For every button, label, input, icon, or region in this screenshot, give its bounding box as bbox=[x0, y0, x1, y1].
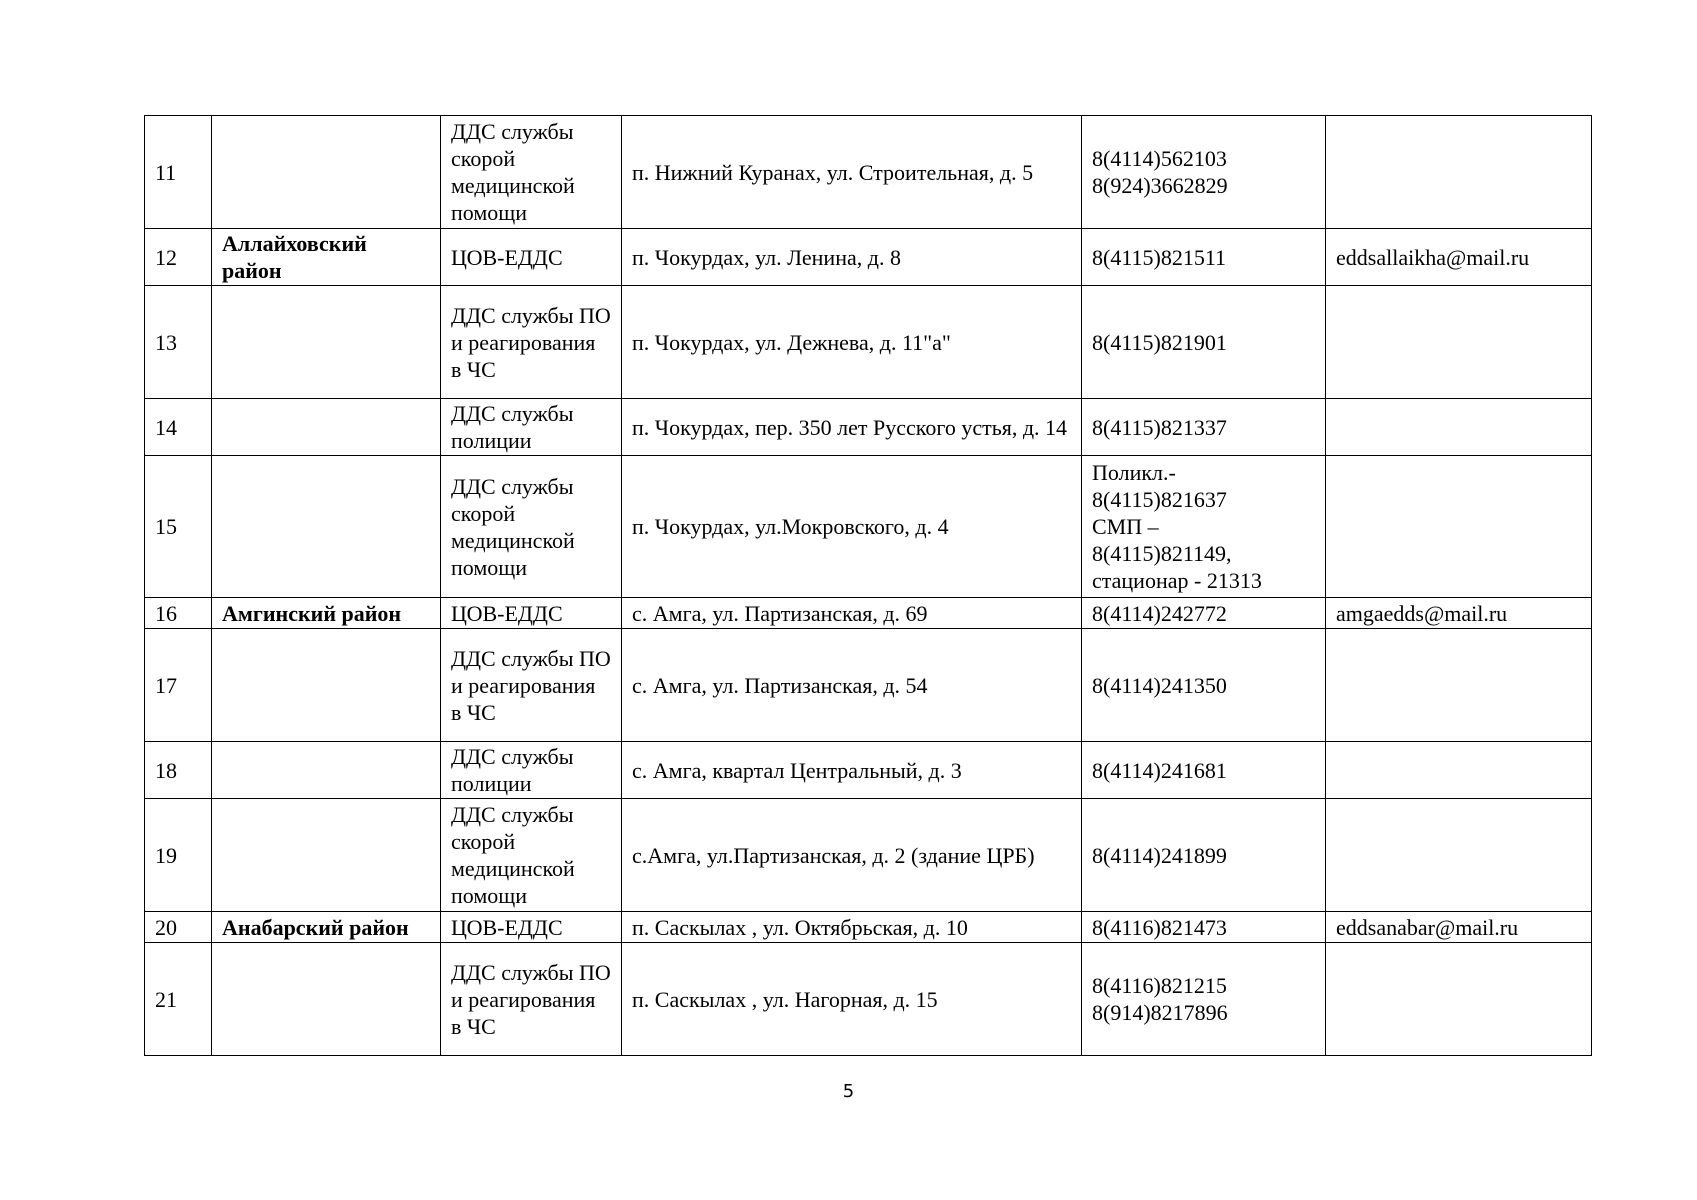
email-cell bbox=[1326, 742, 1592, 799]
email-cell bbox=[1326, 456, 1592, 598]
district-cell bbox=[212, 286, 441, 399]
phone-cell: 8(4115)821511 bbox=[1082, 229, 1326, 286]
dispatch-services-table bbox=[144, 115, 1592, 1056]
row-number-cell: 17 bbox=[145, 629, 212, 742]
service-cell: ДДС службы ПО и реагирования в ЧС bbox=[441, 286, 622, 399]
phone-cell: Поликл.- 8(4115)821637 СМП – 8(4115)821149, стационар - 21313 bbox=[1082, 456, 1326, 598]
phone-cell: 8(4114)241899 bbox=[1082, 799, 1326, 912]
email-cell bbox=[1326, 799, 1592, 912]
table-row bbox=[145, 286, 1592, 399]
phone-cell: 8(4116)821473 bbox=[1082, 912, 1326, 943]
service-cell: ДДС службы скорой медицинской помощи bbox=[441, 456, 622, 598]
district-cell bbox=[212, 799, 441, 912]
row-number-cell: 12 bbox=[145, 229, 212, 286]
address-cell: п. Чокурдах, ул.Мокровского, д. 4 bbox=[622, 456, 1082, 598]
phone-cell: 8(4115)821901 bbox=[1082, 286, 1326, 399]
address-cell: п. Нижний Куранах, ул. Строительная, д. 5 bbox=[622, 116, 1082, 229]
district-cell bbox=[212, 629, 441, 742]
service-cell: ДДС службы ПО и реагирования в ЧС bbox=[441, 943, 622, 1056]
phone-cell: 8(4114)241681 bbox=[1082, 742, 1326, 799]
district-cell: Анабарский район bbox=[212, 912, 441, 943]
row-number-cell: 11 bbox=[145, 116, 212, 229]
row-number-cell: 14 bbox=[145, 399, 212, 456]
table-row bbox=[145, 456, 1592, 598]
address-cell: с. Амга, ул. Партизанская, д. 54 bbox=[622, 629, 1082, 742]
table-row bbox=[145, 629, 1592, 742]
district-cell bbox=[212, 116, 441, 229]
row-number-cell: 18 bbox=[145, 742, 212, 799]
address-cell: п. Саскылах , ул. Октябрьская, д. 10 bbox=[622, 912, 1082, 943]
district-cell bbox=[212, 943, 441, 1056]
table-row bbox=[145, 799, 1592, 912]
district-cell bbox=[212, 742, 441, 799]
email-cell: amgaedds@mail.ru bbox=[1326, 598, 1592, 629]
table-row bbox=[145, 399, 1592, 456]
service-cell: ДДС службы полиции bbox=[441, 742, 622, 799]
address-cell: с. Амга, ул. Партизанская, д. 69 bbox=[622, 598, 1082, 629]
service-cell: ЦОВ-ЕДДС bbox=[441, 598, 622, 629]
phone-cell: 8(4116)821215 8(914)8217896 bbox=[1082, 943, 1326, 1056]
service-cell: ДДС службы полиции bbox=[441, 399, 622, 456]
service-cell: ЦОВ-ЕДДС bbox=[441, 229, 622, 286]
address-cell: п. Саскылах , ул. Нагорная, д. 15 bbox=[622, 943, 1082, 1056]
district-cell: Аллайховский район bbox=[212, 229, 441, 286]
email-cell bbox=[1326, 286, 1592, 399]
email-cell bbox=[1326, 629, 1592, 742]
table-row bbox=[145, 116, 1592, 229]
page-number: 5 bbox=[842, 1081, 855, 1102]
address-cell: п. Чокурдах, ул. Ленина, д. 8 bbox=[622, 229, 1082, 286]
service-cell: ДДС службы скорой медицинской помощи bbox=[441, 799, 622, 912]
table-row bbox=[145, 598, 1592, 629]
phone-cell: 8(4114)562103 8(924)3662829 bbox=[1082, 116, 1326, 229]
district-cell bbox=[212, 399, 441, 456]
phone-cell: 8(4114)242772 bbox=[1082, 598, 1326, 629]
service-cell: ЦОВ-ЕДДС bbox=[441, 912, 622, 943]
phone-cell: 8(4114)241350 bbox=[1082, 629, 1326, 742]
row-number-cell: 13 bbox=[145, 286, 212, 399]
row-number-cell: 20 bbox=[145, 912, 212, 943]
email-cell bbox=[1326, 116, 1592, 229]
row-number-cell: 19 bbox=[145, 799, 212, 912]
service-cell: ДДС службы ПО и реагирования в ЧС bbox=[441, 629, 622, 742]
row-number-cell: 21 bbox=[145, 943, 212, 1056]
phone-cell: 8(4115)821337 bbox=[1082, 399, 1326, 456]
table-row bbox=[145, 742, 1592, 799]
service-cell: ДДС службы скорой медицинской помощи bbox=[441, 116, 622, 229]
address-cell: п. Чокурдах, пер. 350 лет Русского устья, д. 14 bbox=[622, 399, 1082, 456]
email-cell: eddsallaikha@mail.ru bbox=[1326, 229, 1592, 286]
address-cell: с. Амга, квартал Центральный, д. 3 bbox=[622, 742, 1082, 799]
email-cell: eddsanabar@mail.ru bbox=[1326, 912, 1592, 943]
row-number-cell: 15 bbox=[145, 456, 212, 598]
table-row bbox=[145, 912, 1592, 943]
district-cell bbox=[212, 456, 441, 598]
table-row bbox=[145, 229, 1592, 286]
email-cell bbox=[1326, 943, 1592, 1056]
table-row bbox=[145, 943, 1592, 1056]
address-cell: с.Амга, ул.Партизанская, д. 2 (здание ЦРБ) bbox=[622, 799, 1082, 912]
email-cell bbox=[1326, 399, 1592, 456]
row-number-cell: 16 bbox=[145, 598, 212, 629]
district-cell: Амгинский район bbox=[212, 598, 441, 629]
address-cell: п. Чокурдах, ул. Дежнева, д. 11"а" bbox=[622, 286, 1082, 399]
